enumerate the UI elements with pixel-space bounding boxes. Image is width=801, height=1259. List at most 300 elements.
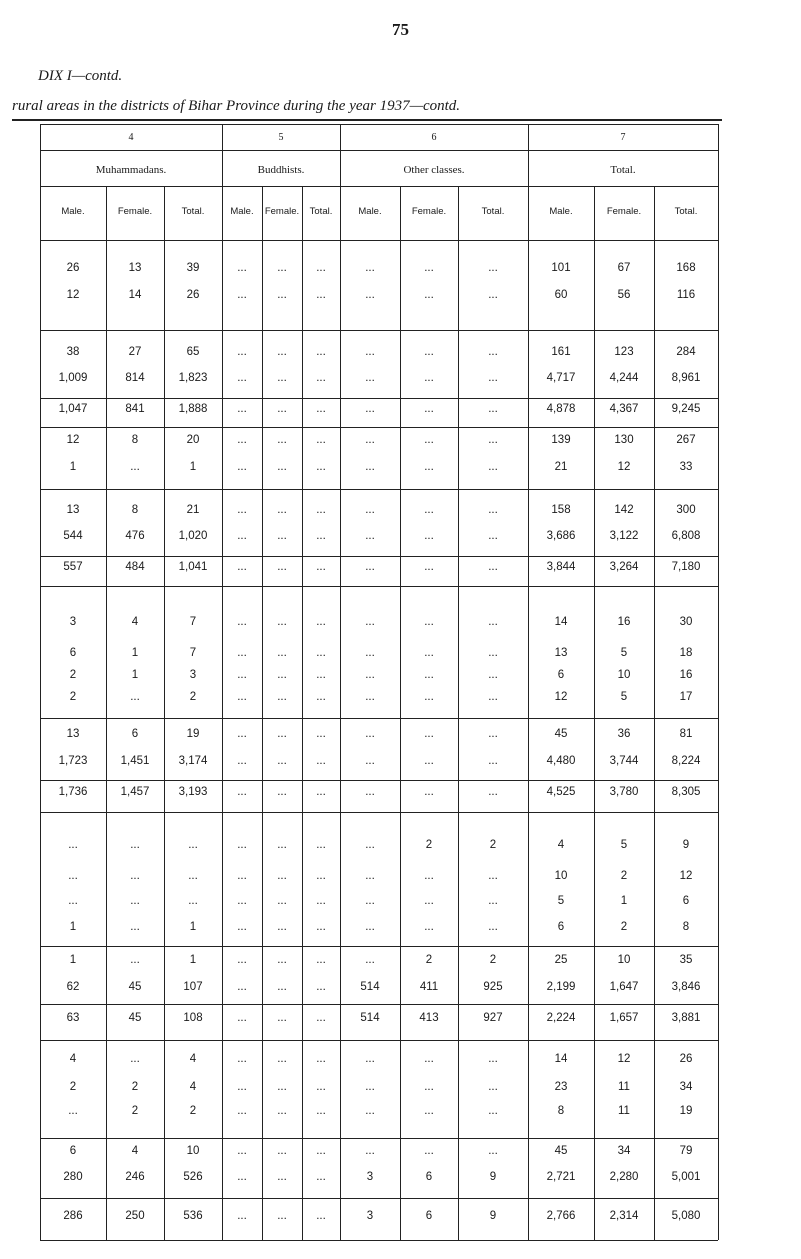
table-cell: 300	[676, 504, 696, 516]
table-cell: ...	[130, 921, 140, 933]
column-divider	[458, 186, 459, 1240]
column-number: 5	[278, 132, 284, 143]
table-cell: 60	[554, 289, 568, 301]
table-cell: 56	[617, 289, 631, 301]
table-cell: ...	[365, 647, 375, 659]
table-cell: ...	[316, 870, 326, 882]
table-cell: ...	[130, 691, 140, 703]
table-cell: ...	[237, 1210, 247, 1222]
table-cell: ...	[68, 870, 78, 882]
heading-title	[12, 98, 460, 115]
table-cell: ...	[316, 1105, 326, 1117]
table-cell: 14	[554, 1053, 568, 1065]
table-cell: ...	[277, 669, 287, 681]
table-cell: ...	[424, 403, 434, 415]
table-cell: 267	[676, 434, 696, 446]
table-cell: ...	[277, 755, 287, 767]
table-cell: 5	[557, 895, 565, 907]
table-cell: 5	[620, 691, 628, 703]
table-cell: ...	[277, 504, 287, 516]
table-cell: ...	[365, 728, 375, 740]
table-cell: ...	[237, 839, 247, 851]
table-cell: ...	[488, 461, 498, 473]
table-cell: 3,193	[178, 786, 208, 798]
table-cell: ...	[316, 1171, 326, 1183]
table-cell: 9	[489, 1171, 497, 1183]
table-cell: 514	[360, 981, 380, 993]
table-cell: ...	[237, 616, 247, 628]
table-cell: ...	[316, 786, 326, 798]
table-cell: 1,047	[58, 403, 88, 415]
table-cell: 5,080	[671, 1210, 701, 1222]
table-cell: 10	[617, 954, 631, 966]
table-cell: ...	[316, 839, 326, 851]
table-cell: ...	[316, 434, 326, 446]
table-cell: 1	[131, 669, 139, 681]
table-cell: ...	[488, 1105, 498, 1117]
table-cell: 1	[189, 954, 197, 966]
table-cell: ...	[277, 1210, 287, 1222]
table-cell: ...	[424, 434, 434, 446]
table-cell: ...	[365, 954, 375, 966]
table-cell: 19	[679, 1105, 693, 1117]
table-cell: 8,961	[671, 372, 701, 384]
table-cell: 841	[125, 403, 145, 415]
table-cell: ...	[237, 954, 247, 966]
sub-header: Female.	[411, 206, 447, 217]
table-cell: ...	[424, 461, 434, 473]
table-cell: 4,525	[546, 786, 576, 798]
row-divider	[40, 586, 718, 587]
table-cell: ...	[488, 1053, 498, 1065]
table-cell: 411	[419, 981, 439, 993]
table-cell: ...	[237, 1171, 247, 1183]
table-cell: ...	[365, 530, 375, 542]
table-cell: ...	[316, 403, 326, 415]
table-cell: ...	[424, 728, 434, 740]
table-cell: ...	[277, 981, 287, 993]
table-cell: 8,224	[671, 755, 701, 767]
table-cell: 1	[69, 461, 77, 473]
table-cell: ...	[365, 786, 375, 798]
table-cell: 139	[551, 434, 571, 446]
table-cell: ...	[424, 669, 434, 681]
table-cell: ...	[316, 289, 326, 301]
table-cell: 1	[69, 921, 77, 933]
table-cell: ...	[365, 403, 375, 415]
table-bottom-border	[40, 1240, 718, 1241]
table-cell: 13	[554, 647, 568, 659]
table-cell: ...	[237, 372, 247, 384]
table-cell: ...	[316, 1012, 326, 1024]
table-cell: 21	[186, 504, 200, 516]
table-cell: ...	[488, 561, 498, 573]
table-cell: ...	[316, 461, 326, 473]
table-top-border	[40, 124, 718, 125]
table-cell: ...	[277, 1012, 287, 1024]
table-cell: ...	[316, 981, 326, 993]
table-cell: 4,717	[546, 372, 576, 384]
table-cell: 4	[189, 1081, 197, 1093]
table-cell: 3,264	[609, 561, 639, 573]
table-cell: 2,224	[546, 1012, 576, 1024]
table-cell: 39	[186, 262, 200, 274]
table-cell: 81	[679, 728, 693, 740]
table-cell: 1,009	[58, 372, 88, 384]
table-cell: 3	[366, 1210, 374, 1222]
table-cell: ...	[488, 372, 498, 384]
group-header: Other classes.	[403, 164, 465, 176]
table-cell: ...	[277, 561, 287, 573]
table-cell: ...	[130, 895, 140, 907]
table-cell: 2,199	[546, 981, 576, 993]
heading-continued	[38, 68, 122, 85]
table-cell: 4	[189, 1053, 197, 1065]
table-cell: 2	[131, 1081, 139, 1093]
table-cell: ...	[365, 669, 375, 681]
table-cell: 12	[617, 461, 631, 473]
table-cell: 280	[63, 1171, 83, 1183]
table-cell: 526	[183, 1171, 203, 1183]
sub-header: Total.	[181, 206, 205, 217]
table-cell: 12	[679, 870, 693, 882]
table-cell: ...	[316, 1081, 326, 1093]
table-cell: ...	[365, 616, 375, 628]
table-cell: 2	[425, 839, 433, 851]
table-cell: ...	[316, 504, 326, 516]
sub-header: Female.	[606, 206, 642, 217]
table-cell: ...	[488, 728, 498, 740]
table-cell: ...	[316, 755, 326, 767]
row-divider	[40, 1138, 718, 1139]
table-cell: 2	[69, 691, 77, 703]
table-cell: 67	[617, 262, 631, 274]
table-cell: 14	[128, 289, 142, 301]
table-cell: ...	[277, 1145, 287, 1157]
table-cell: ...	[488, 895, 498, 907]
table-cell: ...	[277, 691, 287, 703]
sub-header: Male.	[549, 206, 573, 217]
group-header: Muhammadans.	[95, 164, 167, 176]
table-cell: 6	[557, 669, 565, 681]
table-cell: ...	[316, 669, 326, 681]
table-cell: ...	[277, 289, 287, 301]
table-cell: 130	[614, 434, 634, 446]
table-cell: 4	[69, 1053, 77, 1065]
table-cell: 161	[551, 346, 571, 358]
table-cell: ...	[365, 870, 375, 882]
table-cell: 6	[425, 1171, 433, 1183]
table-cell: 1,020	[178, 530, 208, 542]
table-cell: ...	[277, 403, 287, 415]
table-cell: 6	[557, 921, 565, 933]
table-cell: 2	[189, 1105, 197, 1117]
table-cell: ...	[365, 434, 375, 446]
top-rule	[12, 119, 722, 121]
table-cell: 250	[125, 1210, 145, 1222]
table-cell: ...	[237, 346, 247, 358]
table-cell: ...	[68, 895, 78, 907]
table-cell: 45	[554, 728, 568, 740]
table-cell: 45	[128, 1012, 142, 1024]
table-cell: 925	[483, 981, 503, 993]
table-cell: ...	[424, 530, 434, 542]
table-cell: ...	[316, 346, 326, 358]
table-cell: ...	[188, 839, 198, 851]
table-cell: ...	[237, 461, 247, 473]
table-cell: 34	[617, 1145, 631, 1157]
table-cell: 1,736	[58, 786, 88, 798]
table-cell: ...	[488, 289, 498, 301]
table-cell: 3,174	[178, 755, 208, 767]
table-cell: 9,245	[671, 403, 701, 415]
column-number: 7	[620, 132, 626, 143]
table-cell: 3	[69, 616, 77, 628]
table-cell: 13	[128, 262, 142, 274]
row-divider	[40, 556, 718, 557]
table-cell: 6,808	[671, 530, 701, 542]
table-cell: 12	[66, 434, 80, 446]
table-cell: 5	[620, 647, 628, 659]
table-cell: 168	[676, 262, 696, 274]
table-cell: ...	[237, 262, 247, 274]
table-cell: ...	[424, 691, 434, 703]
row-divider	[40, 946, 718, 947]
heading-line-1: DIX I—contd.	[38, 68, 123, 84]
table-cell: 1,451	[120, 755, 150, 767]
table-cell: ...	[237, 504, 247, 516]
row-divider	[40, 1004, 718, 1005]
table-cell: 284	[676, 346, 696, 358]
row-divider	[40, 1040, 718, 1041]
row-divider	[40, 427, 718, 428]
table-cell: 26	[66, 262, 80, 274]
table-cell: 21	[554, 461, 568, 473]
table-cell: 3	[366, 1171, 374, 1183]
table-cell: 12	[554, 691, 568, 703]
table-cell: 2	[620, 870, 628, 882]
table-cell: 1	[189, 461, 197, 473]
table-cell: ...	[237, 1053, 247, 1065]
table-cell: 26	[186, 289, 200, 301]
row-divider	[40, 330, 718, 331]
table-cell: ...	[365, 1145, 375, 1157]
table-cell: ...	[316, 728, 326, 740]
table-cell: ...	[68, 839, 78, 851]
table-cell: ...	[488, 616, 498, 628]
table-cell: 18	[679, 647, 693, 659]
table-cell: ...	[277, 1053, 287, 1065]
table-cell: 6	[69, 647, 77, 659]
table-cell: ...	[316, 1053, 326, 1065]
table-cell: ...	[424, 921, 434, 933]
table-cell: 12	[66, 289, 80, 301]
table-cell: ...	[130, 1053, 140, 1065]
sub-header: Male.	[230, 206, 254, 217]
row-divider	[40, 1198, 718, 1199]
table-cell: ...	[316, 262, 326, 274]
table-cell: ...	[188, 870, 198, 882]
table-cell: ...	[488, 755, 498, 767]
table-cell: 3,122	[609, 530, 639, 542]
table-cell: ...	[277, 461, 287, 473]
table-cell: ...	[237, 691, 247, 703]
table-cell: ...	[237, 1081, 247, 1093]
table-cell: ...	[365, 346, 375, 358]
table-cell: ...	[68, 1105, 78, 1117]
row-divider	[40, 718, 718, 719]
table-cell: ...	[488, 346, 498, 358]
table-cell: 101	[551, 262, 571, 274]
table-cell: 3,881	[671, 1012, 701, 1024]
table-cell: ...	[316, 647, 326, 659]
table-cell: ...	[424, 616, 434, 628]
table-cell: 13	[66, 504, 80, 516]
table-cell: 1,657	[609, 1012, 639, 1024]
table-cell: 45	[554, 1145, 568, 1157]
table-cell: 4	[557, 839, 565, 851]
table-cell: 1,457	[120, 786, 150, 798]
table-cell: 4,878	[546, 403, 576, 415]
table-cell: ...	[424, 1105, 434, 1117]
table-cell: ...	[277, 870, 287, 882]
table-cell: ...	[237, 786, 247, 798]
table-cell: 6	[682, 895, 690, 907]
table-cell: 814	[125, 372, 145, 384]
table-cell: ...	[424, 895, 434, 907]
table-cell: ...	[424, 346, 434, 358]
table-cell: 30	[679, 616, 693, 628]
column-divider	[718, 124, 719, 1240]
table-cell: 7	[189, 616, 197, 628]
table-cell: ...	[277, 346, 287, 358]
table-cell: 3,780	[609, 786, 639, 798]
sub-header: Total.	[674, 206, 698, 217]
table-cell: 536	[183, 1210, 203, 1222]
table-cell: ...	[237, 895, 247, 907]
column-divider	[594, 186, 595, 1240]
table-cell: 4	[131, 1145, 139, 1157]
table-cell: ...	[237, 403, 247, 415]
column-number: 4	[128, 132, 134, 143]
table-cell: ...	[277, 434, 287, 446]
table-cell: ...	[277, 954, 287, 966]
table-cell: 6	[425, 1210, 433, 1222]
table-cell: 35	[679, 954, 693, 966]
table-cell: ...	[237, 669, 247, 681]
table-cell: ...	[316, 921, 326, 933]
table-cell: 544	[63, 530, 83, 542]
group-header: Total.	[610, 164, 636, 176]
table-cell: 4	[131, 616, 139, 628]
table-cell: ...	[488, 921, 498, 933]
sub-header: Female.	[117, 206, 153, 217]
table-cell: 123	[614, 346, 634, 358]
column-number: 6	[431, 132, 437, 143]
table-cell: ...	[424, 1053, 434, 1065]
table-cell: 4,480	[546, 755, 576, 767]
table-cell: ...	[316, 372, 326, 384]
table-cell: ...	[424, 1145, 434, 1157]
table-cell: 36	[617, 728, 631, 740]
table-cell: ...	[488, 1145, 498, 1157]
table-cell: 142	[614, 504, 634, 516]
table-cell: 2	[489, 839, 497, 851]
table-cell: ...	[277, 895, 287, 907]
table-cell: ...	[316, 1145, 326, 1157]
group-header: Buddhists.	[257, 164, 305, 176]
table-cell: 2	[189, 691, 197, 703]
table-cell: ...	[365, 921, 375, 933]
column-divider	[654, 186, 655, 1240]
table-cell: 2,721	[546, 1171, 576, 1183]
table-cell: ...	[316, 616, 326, 628]
table-cell: 557	[63, 561, 83, 573]
table-cell: ...	[488, 669, 498, 681]
table-cell: 4,244	[609, 372, 639, 384]
table-cell: ...	[316, 895, 326, 907]
table-cell: 7	[189, 647, 197, 659]
table-cell: ...	[277, 372, 287, 384]
sub-header: Total.	[481, 206, 505, 217]
table-cell: ...	[316, 561, 326, 573]
table-cell: 25	[554, 954, 568, 966]
table-cell: ...	[277, 1105, 287, 1117]
table-cell: 158	[551, 504, 571, 516]
table-cell: ...	[365, 289, 375, 301]
table-cell: 19	[186, 728, 200, 740]
table-cell: ...	[316, 1210, 326, 1222]
table-cell: ...	[424, 755, 434, 767]
row-divider	[40, 812, 718, 813]
table-cell: ...	[237, 1105, 247, 1117]
group-header-border	[40, 186, 718, 187]
sub-header-border	[40, 240, 718, 241]
table-cell: 63	[66, 1012, 80, 1024]
table-cell: 1	[69, 954, 77, 966]
table-cell: 1,823	[178, 372, 208, 384]
table-cell: ...	[488, 786, 498, 798]
table-cell: ...	[488, 403, 498, 415]
table-cell: 38	[66, 346, 80, 358]
table-cell: 3,844	[546, 561, 576, 573]
table-cell: ...	[365, 1053, 375, 1065]
table-cell: ...	[277, 728, 287, 740]
table-cell: ...	[424, 504, 434, 516]
table-cell: 10	[186, 1145, 200, 1157]
table-cell: 2	[620, 921, 628, 933]
table-cell: 7,180	[671, 561, 701, 573]
table-cell: 10	[554, 870, 568, 882]
table-cell: 79	[679, 1145, 693, 1157]
table-cell: 1,647	[609, 981, 639, 993]
table-cell: 3,744	[609, 755, 639, 767]
table-cell: 3,846	[671, 981, 701, 993]
table-cell: 26	[679, 1053, 693, 1065]
table-cell: ...	[424, 289, 434, 301]
table-cell: ...	[277, 839, 287, 851]
table-cell: ...	[365, 561, 375, 573]
table-cell: 13	[66, 728, 80, 740]
table-cell: ...	[488, 504, 498, 516]
table-cell: ...	[277, 616, 287, 628]
table-cell: ...	[130, 461, 140, 473]
table-cell: 108	[183, 1012, 203, 1024]
table-cell: ...	[365, 691, 375, 703]
table-cell: ...	[316, 530, 326, 542]
table-cell: ...	[237, 530, 247, 542]
column-divider	[40, 124, 41, 1240]
